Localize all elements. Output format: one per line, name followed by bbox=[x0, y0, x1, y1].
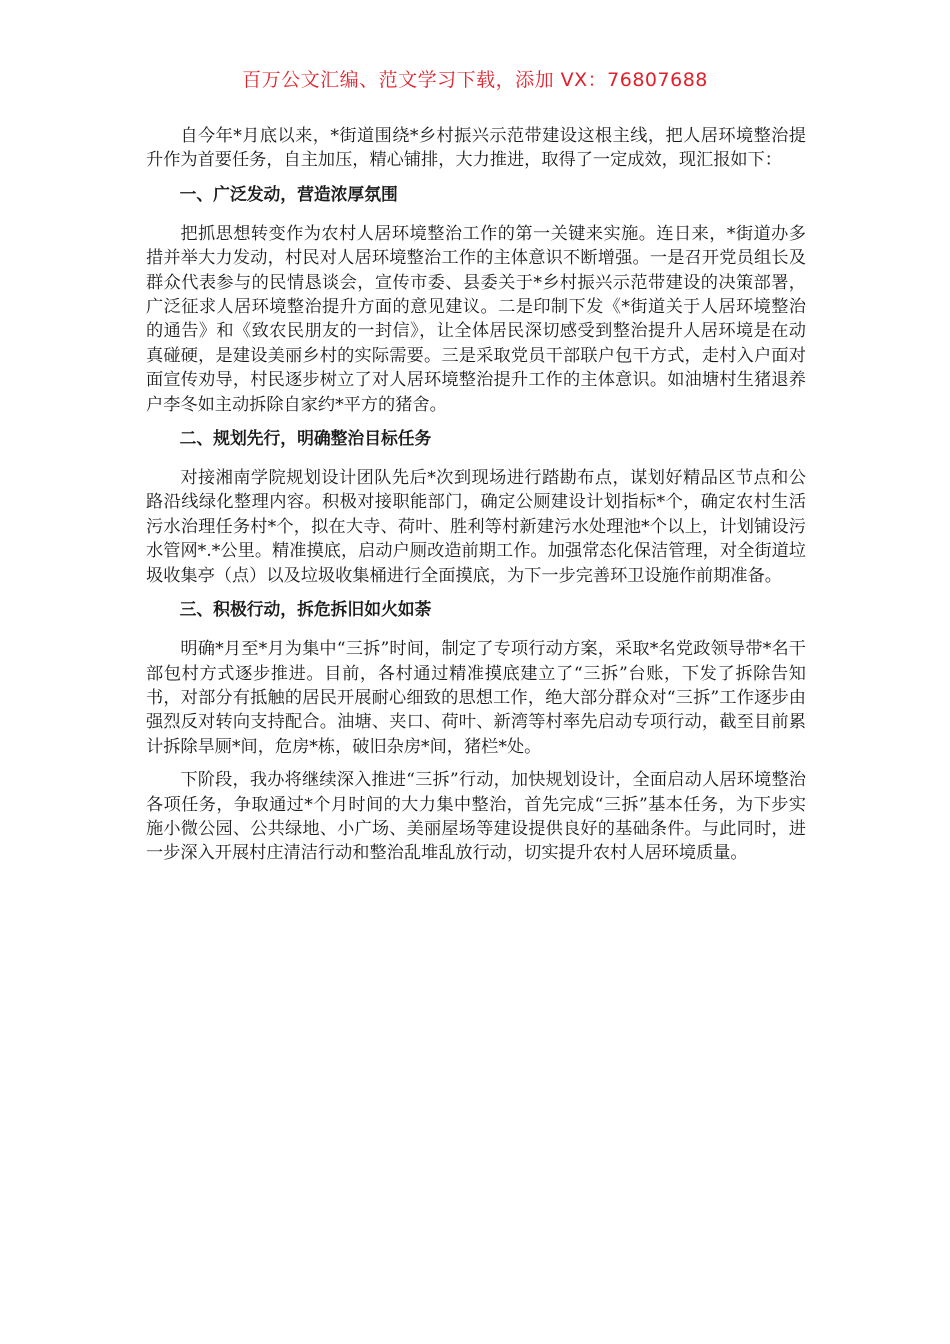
section-3-heading: 三、积极行动，拆危拆旧如火如荼 bbox=[179, 599, 432, 620]
section-1-heading: 一、广泛发动，营造浓厚氛围 bbox=[179, 183, 398, 204]
header-banner: 百万公文汇编、范文学习下载，添加 VX：76807688 bbox=[242, 69, 708, 91]
section-2-paragraph: 对接湘南学院规划设计团队先后*次到现场进行踏勘布点，谋划好精品区节点和公路沿线绿化整理内容。积极对接职能部门，确定公厕建设计划指标*个，确定农村生活污水治理任务村*个，拟在大寺、荷叶、胜利等村新建污水处理池*个以上，计划铺设污水管网*.*公里。精准摸底，启动户厕改造前期工作。加强常态化保洁管理，对全街道垃圾收集亭（点）以及垃圾收集桶进行全面摸底，为下一步完善环卫设施作前期准备。 bbox=[146, 468, 806, 586]
closing-paragraph: 下阶段，我办将继续深入推进“三拆”行动，加快规划设计，全面启动人居环境整治各项任务，争取通过*个月时间的大力集中整治，首先完成“三拆”基本任务，为下步实施小微公园、公共绿地、小广场、美丽屋场等建设提供良好的基础条件。与此同时，进一步深入开展村庄清洁行动和整治乱堆乱放行动，切实提升农村人居环境质量。 bbox=[146, 770, 806, 864]
section-2-heading: 二、规划先行，明确整治目标任务 bbox=[179, 428, 432, 449]
document-body bbox=[146, 124, 806, 875]
intro-paragraph: 自今年*月底以来，*街道围绕*乡村振兴示范带建设这根主线，把人居环境整治提升作为首要任务，自主加压，精心铺排，大力推进，取得了一定成效，现汇报如下： bbox=[146, 126, 806, 171]
section-1-paragraph: 把抓思想转变作为农村人居环境整治工作的第一关键来实施。连日来，*街道办多措并举大力发动，村民对人居环境整治工作的主体意识不断增强。一是召开党员组长及群众代表参与的民情恳谈会，宣传市委、县委关于*乡村振兴示范带建设的决策部署，广泛征求人居环境整治提升方面的意见建议。二是印制下发《*街道关于人居环境整治的通告》和《致农民朋友的一封信》，让全体居民深切感受到整治提升人居环境是在动真碰硬，是建设美丽乡村的实际需要。三是采取党员干部联户包干方式，走村入户面对面宣传劝导，村民逐步树立了对人居环境整治提升工作的主体意识。如油塘村生猪退养户李冬如主动拆除自家约*平方的猪舍。 bbox=[146, 223, 806, 415]
section-3-paragraph: 明确*月至*月为集中“三拆”时间，制定了专项行动方案，采取*名党政领导带*名干部包村方式逐步推进。目前，各村通过精准摸底建立了“三拆”台账，下发了拆除告知书，对部分有抵触的居民开展耐心细致的思想工作，绝大部分群众对“三拆”工作逐步由强烈反对转向支持配合。油塘、夹口、荷叶、新湾等村率先启动专项行动，截至目前累计拆除旱厕*间，危房*栋，破旧杂房*间，猪栏*处。 bbox=[146, 639, 806, 757]
